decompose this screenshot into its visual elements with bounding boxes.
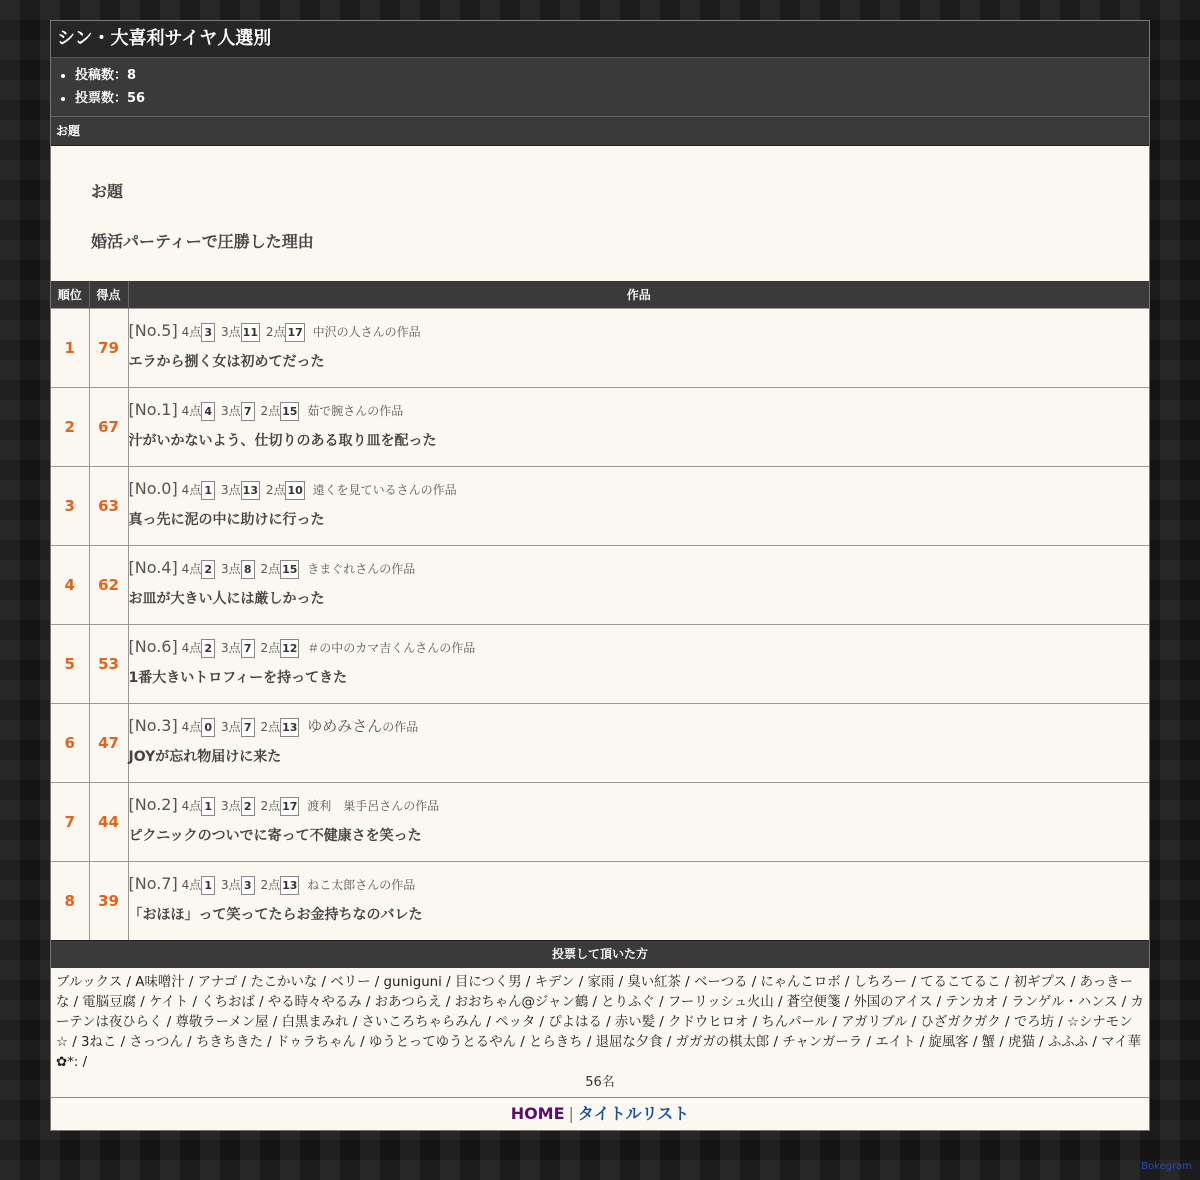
score-cell: 53 — [89, 625, 128, 704]
work-text: 1番大きいトロフィーを持ってきた — [128, 670, 348, 686]
results-table — [51, 281, 1149, 940]
topic-text: 婚活パーティーで圧勝した理由 — [91, 232, 314, 251]
points2-count: 15 — [280, 402, 299, 421]
rank-cell: 1 — [51, 309, 89, 388]
points2-label: 2点 — [260, 562, 281, 576]
work-text: 真っ先に泥の中に助けに行った — [128, 512, 325, 528]
main-panel — [50, 20, 1150, 1131]
points4-label: 4点 — [181, 562, 202, 576]
work-text: JOYが忘れ物届けに来た — [128, 749, 282, 765]
points3-count: 7 — [241, 718, 255, 737]
entry-meta — [129, 873, 1150, 895]
title-list-link[interactable]: タイトルリスト — [577, 1104, 690, 1123]
points4-count: 1 — [201, 797, 215, 816]
rank-cell: 2 — [51, 388, 89, 467]
entry-number: [No.6] — [128, 637, 178, 656]
points2-label: 2点 — [260, 404, 281, 418]
entry-number: [No.7] — [128, 874, 178, 893]
entry-cell — [128, 546, 1149, 625]
points2-count: 10 — [285, 481, 304, 500]
entry-number: [No.3] — [128, 716, 178, 735]
entry-meta — [129, 399, 1150, 421]
entry-meta — [129, 320, 1150, 342]
author-suffix: の作品 — [382, 720, 419, 734]
points3-count: 2 — [241, 797, 255, 816]
points4-count: 2 — [201, 560, 215, 579]
points4-count: 2 — [201, 639, 215, 658]
points2-label: 2点 — [260, 720, 281, 734]
table-row — [51, 704, 1149, 783]
points4-label: 4点 — [181, 404, 202, 418]
entry-meta — [129, 557, 1150, 579]
table-row — [51, 467, 1149, 546]
rank-cell: 7 — [51, 783, 89, 862]
author-name: 遠くを見ているさんの作品 — [312, 483, 457, 497]
points3-label: 3点 — [221, 483, 241, 497]
points4-count: 4 — [201, 402, 215, 421]
score-cell: 63 — [89, 467, 128, 546]
score-cell: 47 — [89, 704, 128, 783]
voters-header: 投票して頂いた方 — [51, 940, 1149, 968]
site-credit-link[interactable]: Bokegram — [1141, 1161, 1192, 1172]
score-cell: 79 — [89, 309, 128, 388]
rank-cell: 6 — [51, 704, 89, 783]
entry-meta — [129, 478, 1150, 500]
rank-cell: 5 — [51, 625, 89, 704]
score-header: 得点 — [89, 281, 128, 309]
points3-label: 3点 — [221, 799, 241, 813]
points3-label: 3点 — [221, 720, 241, 734]
points2-count: 13 — [280, 876, 299, 895]
entry-meta — [129, 636, 1150, 658]
points3-label: 3点 — [221, 641, 241, 655]
points3-label: 3点 — [221, 562, 241, 576]
score-cell: 62 — [89, 546, 128, 625]
author-name: ねこ太郎さんの作品 — [307, 878, 416, 892]
entry-number: [No.5] — [128, 321, 178, 340]
vote-count: • 投票数：56 — [75, 87, 1149, 110]
footer-nav — [51, 1097, 1149, 1130]
table-row — [51, 862, 1149, 941]
work-header: 作品 — [128, 281, 1149, 309]
score-cell: 44 — [89, 783, 128, 862]
work-text: ピクニックのついでに寄って不健康さを笑った — [128, 828, 422, 844]
points2-label: 2点 — [265, 325, 286, 339]
points2-label: 2点 — [260, 878, 281, 892]
points3-count: 7 — [241, 402, 255, 421]
entry-cell — [128, 862, 1149, 941]
rank-header: 順位 — [51, 281, 89, 309]
points3-label: 3点 — [221, 404, 241, 418]
points3-count: 13 — [241, 481, 260, 500]
points4-label: 4点 — [181, 799, 202, 813]
points2-label: 2点 — [260, 799, 281, 813]
points3-label: 3点 — [221, 325, 241, 339]
points4-label: 4点 — [181, 641, 202, 655]
entry-cell — [128, 625, 1149, 704]
rank-cell: 4 — [51, 546, 89, 625]
author-name: ＃の中のカマ吉くんさんの作品 — [307, 641, 476, 655]
entry-cell — [128, 309, 1149, 388]
points2-label: 2点 — [265, 483, 286, 497]
points2-count: 17 — [280, 797, 299, 816]
entry-cell — [128, 467, 1149, 546]
topic-section-header: お題 — [51, 117, 1149, 146]
points2-count: 15 — [280, 560, 299, 579]
entry-number: [No.2] — [128, 795, 178, 814]
table-row — [51, 783, 1149, 862]
stats-panel — [51, 58, 1149, 117]
entry-number: [No.0] — [128, 479, 178, 498]
entry-cell — [128, 388, 1149, 467]
author-name: 茹で腕さんの作品 — [307, 404, 404, 418]
points3-count: 3 — [241, 876, 255, 895]
rank-cell: 3 — [51, 467, 89, 546]
points4-count: 0 — [201, 718, 215, 737]
voters-list: ブルックス / A味噌汁 / アナゴ / たこかいな / ベリー / guniguni / 目につく男 / キデン / 家雨 / 臭い紅茶 / ベーつる / にゃんこロボ / しちろー / てるこてるこ / 初ギプス / あっきーな / 電脳豆腐 / ケイト / くちおば / やる時々やるみ / おあつらえ / おおちゃん@ジャン鶴 / とりふぐ / フーリッシュ火山 / 蒼空便箋 / 外国のアイス / テンカオ / ランゲル・ハンス / カーテンは夜ひらく / 尊敬ラーメン屋 / 白黒まみれ / さいころちゃらみん / ペッタ / ぴよはる / 赤い髪 / クドウヒロオ / ちんパール / アガリブル / ひざガクガク / でろ坊 / ☆シナモン☆ / 3ねこ / さっつん / ちきちきた / ドゥラちゃん / ゆうとってゆうとるやん / とらきち / 退屈な夕食 / ガガガの棋太郎 / チャンガーラ / エイト / 旋風客 / 蟹 / 虎猫 / ふふふ / マイ華✿*: / — [56, 975, 1144, 1070]
table-row — [51, 625, 1149, 704]
points2-count: 12 — [280, 639, 299, 658]
rank-cell: 8 — [51, 862, 89, 941]
points3-count: 11 — [241, 323, 260, 342]
author-name: 中沢の人さんの作品 — [312, 325, 421, 339]
author-name: ゆめみさん — [307, 717, 383, 735]
points4-count: 1 — [201, 481, 215, 500]
table-row — [51, 309, 1149, 388]
points3-label: 3点 — [221, 878, 241, 892]
points4-label: 4点 — [181, 720, 202, 734]
points2-count: 13 — [280, 718, 299, 737]
entry-cell — [128, 783, 1149, 862]
points4-count: 3 — [201, 323, 215, 342]
post-count: • 投稿数：8 — [75, 64, 1149, 87]
points2-label: 2点 — [260, 641, 281, 655]
entry-meta — [129, 794, 1150, 816]
work-text: 「おほほ」って笑ってたらお金持ちなのバレた — [128, 907, 423, 923]
points3-count: 7 — [241, 639, 255, 658]
home-link[interactable]: HOME — [510, 1104, 565, 1123]
author-name: 渡利 巣手呂さんの作品 — [307, 799, 440, 813]
work-text: お皿が大きい人には厳しかった — [128, 591, 325, 607]
points4-label: 4点 — [181, 878, 202, 892]
points4-count: 1 — [201, 876, 215, 895]
score-cell: 67 — [89, 388, 128, 467]
voter-count: 56名 — [585, 1075, 615, 1090]
entry-cell — [128, 704, 1149, 783]
entry-number: [No.4] — [128, 558, 178, 577]
points3-count: 8 — [241, 560, 255, 579]
work-text: エラから捌く女は初めてだった — [128, 354, 325, 370]
entry-meta — [129, 715, 1150, 737]
points4-label: 4点 — [181, 325, 202, 339]
entry-number: [No.1] — [128, 400, 178, 419]
author-name: きまぐれさんの作品 — [307, 562, 416, 576]
topic-box — [51, 146, 1149, 281]
points4-label: 4点 — [181, 483, 202, 497]
table-row — [51, 388, 1149, 467]
table-row — [51, 546, 1149, 625]
points2-count: 17 — [285, 323, 304, 342]
nav-separator: | — [568, 1104, 574, 1123]
topic-label: お題 — [91, 182, 124, 201]
results-header-row — [51, 281, 1149, 309]
score-cell: 39 — [89, 862, 128, 941]
work-text: 汁がいかないよう、仕切りのある取り皿を配った — [128, 433, 437, 449]
page-title: シン・大喜利サイヤ人選別 — [51, 21, 1149, 58]
